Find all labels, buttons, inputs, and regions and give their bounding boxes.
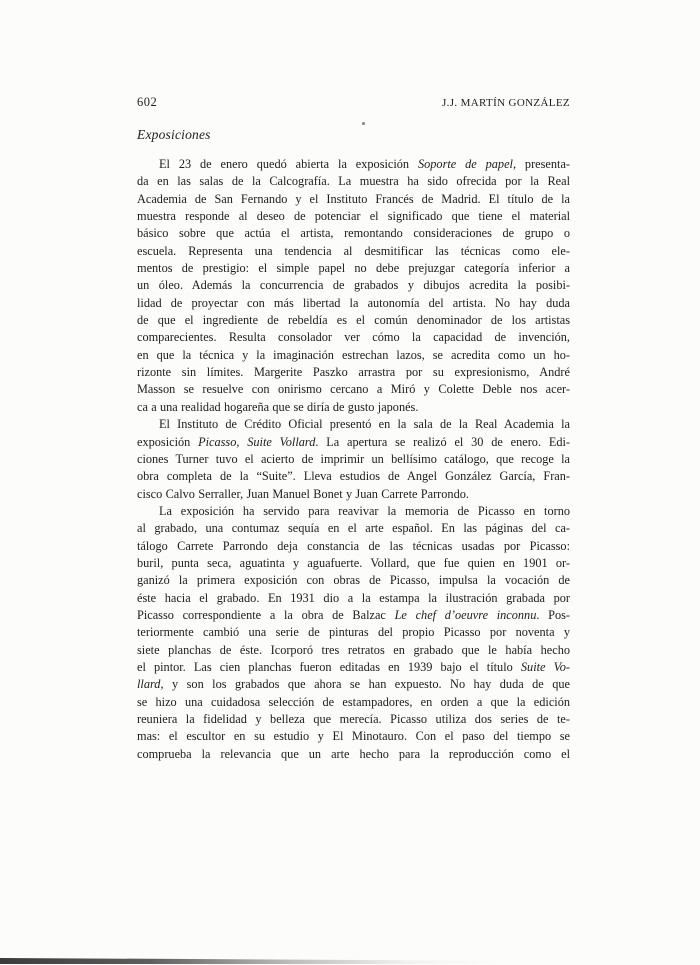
text-segment: tálogo Carrete Parrondo deja constancia de las técnicas usadas por Picasso: bbox=[137, 538, 570, 553]
text-segment: ciones Turner tuvo el acierto de imprimir un bellísimo catálogo, que recoge la bbox=[137, 451, 570, 466]
text-line bbox=[137, 746, 570, 763]
text-segment: escuela. Representa una tendencia al desmitificar las técnicas como ele- bbox=[137, 243, 570, 258]
text-line bbox=[137, 312, 570, 329]
text-line bbox=[137, 694, 570, 711]
running-header-author: J.J. MARTÍN GONZÁLEZ bbox=[442, 97, 570, 109]
text-line bbox=[137, 191, 570, 208]
text-segment: reuniera la fidelidad y belleza que merecía. Picasso utiliza dos series de te- bbox=[137, 712, 570, 726]
text-segment: presenta- bbox=[516, 157, 570, 171]
text-segment: da en las salas de la Calcografía. La muestra ha sido ofrecida por la Real bbox=[137, 174, 570, 189]
text-segment: El Instituto de Crédito Oficial presentó en la sala de la Real Academia la bbox=[159, 417, 570, 432]
text-segment: buril, punta seca, aguatinta y aguafuerte. Vollard, que fue quien en 1901 or- bbox=[137, 555, 570, 570]
section-heading: Exposiciones bbox=[137, 127, 211, 142]
body-text bbox=[137, 156, 570, 763]
text-line bbox=[137, 538, 570, 555]
text-segment: El 23 de enero quedó abierta la exposición bbox=[159, 157, 418, 171]
text-segment: . Pos- bbox=[536, 607, 570, 622]
text-line bbox=[137, 277, 570, 294]
text-line bbox=[137, 260, 570, 277]
text-segment: en que la técnica y la imaginación estrechan lazos, se acredita como un ho- bbox=[137, 347, 570, 362]
text-line bbox=[137, 381, 570, 398]
italic-text-segment: Soporte de papel, bbox=[417, 157, 517, 171]
text-line bbox=[137, 486, 570, 503]
italic-text-segment: Le chef d’oeuvre inconnu bbox=[394, 607, 537, 622]
text-segment: Academia de San Fernando y el Instituto Francés de Madrid. El título de la bbox=[137, 191, 570, 206]
scan-shadow bbox=[0, 958, 500, 964]
text-segment: . La apertura se realizó el 30 de enero. Edi- bbox=[315, 434, 570, 449]
text-line bbox=[137, 416, 570, 433]
text-line bbox=[137, 468, 570, 485]
text-segment: ganizó la primera exposición con obras de Picasso, impulsa la vocación de bbox=[137, 573, 570, 588]
text-segment: siete planchas de éste. Icorporó tres retratos en grabado que le había hecho bbox=[137, 642, 570, 657]
text-line bbox=[137, 728, 570, 745]
text-segment: de que el ingrediente de rebeldía es el común denominador de los artistas bbox=[137, 313, 570, 328]
text-line bbox=[137, 572, 570, 589]
text-segment: obra completa de la “Suite”. Lleva estudios de Angel González García, Fran- bbox=[137, 469, 570, 484]
text-segment: comprueba la relevancia que un arte hecho para la reproducción como el bbox=[137, 746, 570, 761]
text-segment: rizonte sin límites. Margerite Paszko arrastra por su expresionismo, André bbox=[137, 365, 570, 380]
text-line bbox=[137, 399, 570, 416]
text-segment: Masson se resuelve con onirismo cercano a Miró y Colette Deble nos acer- bbox=[137, 382, 570, 397]
italic-text-segment: Suite Vo- bbox=[520, 659, 570, 674]
text-segment: se hizo una cuidadosa selección de estampadores, en orden a que la edición bbox=[137, 694, 570, 709]
text-segment: mas: el escultor en su estudio y El Minotauro. Con el paso del tiempo se bbox=[137, 729, 570, 744]
italic-text-segment: llard, bbox=[137, 677, 164, 692]
text-segment: cisco Calvo Serraller, Juan Manuel Bonet y Juan Carrete Parrondo. bbox=[137, 486, 469, 501]
text-segment: Picasso correspondiente a la obra de Balzac bbox=[137, 607, 395, 622]
text-segment: básico sobre que actúa el artista, remontando consideraciones de grupo o bbox=[137, 226, 570, 241]
text-segment: y son los grabados que ahora se han expuesto. No hay duda de que bbox=[163, 677, 570, 692]
text-line bbox=[137, 225, 570, 242]
page-number: 602 bbox=[137, 95, 158, 109]
text-segment: un óleo. Además la concurrencia de grabados y dibujos acredita la posibi- bbox=[137, 278, 570, 293]
text-segment: exposición bbox=[137, 434, 199, 449]
text-line bbox=[137, 607, 570, 624]
scan-speck bbox=[362, 122, 365, 125]
text-segment: teriormente cambió una serie de pinturas del propio Picasso por noventa y bbox=[137, 625, 570, 640]
text-line bbox=[137, 243, 570, 260]
text-line bbox=[137, 520, 570, 537]
text-segment: ca a una realidad hogareña que se diría de gusto japonés. bbox=[137, 399, 419, 414]
text-segment: el pintor. Las cien planchas fueron editadas en 1939 bajo el título bbox=[137, 659, 521, 674]
text-line bbox=[137, 555, 570, 572]
text-line bbox=[137, 208, 570, 225]
text-line bbox=[137, 347, 570, 364]
text-line bbox=[137, 659, 570, 676]
text-segment: lidad de proyectar con más libertad la autonomía del artista. No hay duda bbox=[137, 295, 570, 310]
text-segment: al grabado, una contumaz sequía en el arte español. En las páginas del ca- bbox=[137, 521, 570, 536]
text-line bbox=[137, 451, 570, 468]
text-line bbox=[137, 590, 570, 607]
text-line bbox=[137, 364, 570, 381]
text-line bbox=[137, 295, 570, 312]
text-line bbox=[137, 434, 570, 451]
text-line bbox=[137, 329, 570, 346]
text-segment: muestra responde al deseo de potenciar el significado que tiene el material bbox=[137, 209, 570, 224]
text-line bbox=[137, 711, 570, 728]
text-line bbox=[137, 156, 570, 173]
italic-text-segment: Picasso, Suite Vollard bbox=[198, 434, 316, 449]
text-line bbox=[137, 503, 570, 520]
text-line bbox=[137, 676, 570, 693]
text-segment: éste hacia el grabado. En 1931 dio a la estampa la ilustración grabada por bbox=[137, 590, 570, 605]
text-segment: mentos de prestigio: el simple papel no debe prejuzgar categoría inferior a bbox=[137, 261, 570, 276]
text-line bbox=[137, 624, 570, 641]
text-segment: La exposición ha servido para reavivar la memoria de Picasso en torno bbox=[159, 503, 570, 518]
text-line bbox=[137, 642, 570, 659]
text-segment: comparecientes. Resulta consolador ver cómo la capacidad de invención, bbox=[137, 330, 570, 345]
text-line bbox=[137, 173, 570, 190]
